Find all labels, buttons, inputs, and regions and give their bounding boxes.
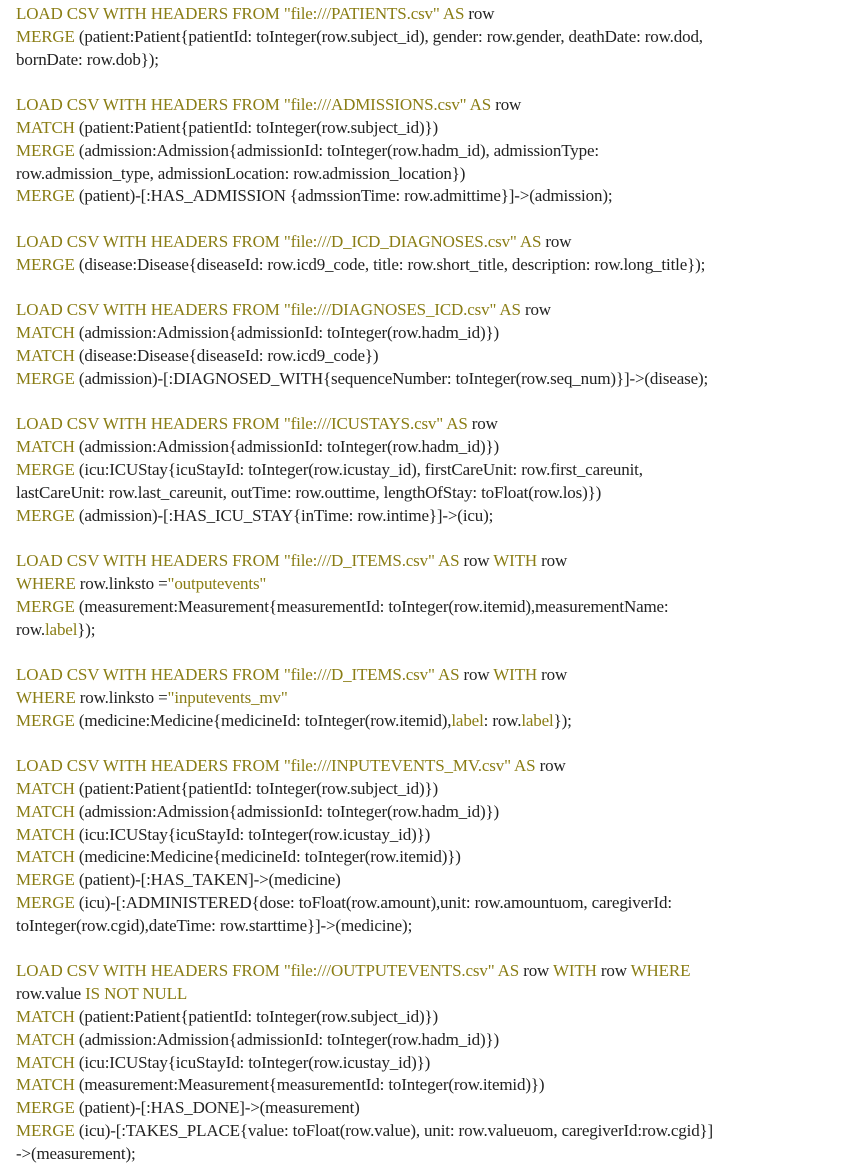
code-keyword: WITH — [552, 961, 601, 981]
code-text: (icu:ICUStay{icuStayId: toInteger(row.icustay_id)}) — [78, 824, 431, 844]
code-text: row — [463, 665, 494, 685]
code-keyword: LOAD CSV WITH HEADERS FROM — [16, 961, 284, 981]
code-keyword: AS — [443, 414, 472, 434]
code-text: }); — [553, 710, 572, 730]
code-keyword: MATCH — [16, 117, 79, 137]
blank-line — [16, 641, 852, 664]
code-line — [16, 846, 852, 869]
code-text: row. — [16, 619, 45, 639]
code-line — [16, 163, 852, 186]
code-line — [16, 140, 852, 163]
code-text: bornDate: row.dob}); — [16, 49, 159, 69]
code-keyword: LOAD CSV WITH HEADERS FROM — [16, 300, 284, 320]
code-keyword: MERGE — [16, 596, 79, 616]
blank-line — [16, 527, 852, 550]
code-text: row — [600, 961, 631, 981]
code-keyword: MERGE — [16, 893, 79, 913]
code-keyword: MATCH — [16, 847, 79, 867]
code-block — [16, 299, 852, 390]
code-keyword: MERGE — [16, 710, 79, 730]
code-text: toInteger(row.cgid),dateTime: row.starttime}]->(medicine); — [16, 915, 413, 935]
code-line — [16, 482, 852, 505]
code-keyword: "file:///D_ITEMS.csv" — [283, 665, 435, 685]
code-line — [16, 1052, 852, 1075]
code-block — [16, 231, 852, 277]
code-line — [16, 436, 852, 459]
cypher-code-listing — [16, 3, 852, 1166]
code-keyword: AS — [496, 300, 525, 320]
code-line — [16, 231, 852, 254]
code-line — [16, 3, 852, 26]
code-line — [16, 892, 852, 915]
code-text: row — [463, 551, 494, 571]
code-line — [16, 619, 852, 642]
code-block — [16, 664, 852, 732]
code-line — [16, 322, 852, 345]
code-text: row — [545, 231, 572, 251]
code-keyword: MATCH — [16, 345, 79, 365]
code-keyword: MERGE — [16, 254, 79, 274]
code-keyword: LOAD CSV WITH HEADERS FROM — [16, 95, 284, 115]
code-text: (admission:Admission{admissionId: toInteger(row.hadm_id)}) — [78, 323, 499, 343]
code-text: (patient)-[:HAS_ADMISSION {admssionTime: row.admittime}]->(admission); — [78, 186, 613, 206]
code-block — [16, 3, 852, 71]
code-line — [16, 664, 852, 687]
code-text: row.admission_type, admissionLocation: row.admission_location}) — [16, 163, 466, 183]
code-keyword: MATCH — [16, 801, 79, 821]
code-text: (patient:Patient{patientId: toInteger(row.subject_id)}) — [78, 1007, 438, 1027]
code-line — [16, 117, 852, 140]
code-keyword: "file:///PATIENTS.csv" — [283, 4, 440, 23]
code-line — [16, 960, 852, 983]
code-text: (admission)-[:DIAGNOSED_WITH{sequenceNumber: toInteger(row.seq_num)}]->(disease); — [78, 368, 709, 388]
code-line — [16, 505, 852, 528]
code-line — [16, 49, 852, 72]
code-keyword: MERGE — [16, 1098, 79, 1118]
code-keyword: MERGE — [16, 870, 79, 890]
code-line — [16, 299, 852, 322]
code-line — [16, 1006, 852, 1029]
code-keyword: WHERE — [16, 573, 80, 593]
code-keyword: "file:///ICUSTAYS.csv" — [283, 414, 444, 434]
code-keyword: "file:///INPUTEVENTS_MV.csv" — [283, 756, 511, 776]
code-line — [16, 368, 852, 391]
code-keyword: "outputevents" — [167, 573, 267, 593]
code-text: ->(measurement); — [16, 1143, 136, 1163]
code-keyword: WITH — [493, 665, 542, 685]
code-text: (medicine:Medicine{medicineId: toInteger(row.itemid)}) — [78, 847, 461, 867]
code-text: (icu:ICUStay{icuStayId: toInteger(row.icustay_id), firstCareUnit: row.first_careunit, — [78, 459, 643, 479]
code-text: }); — [77, 619, 96, 639]
code-line — [16, 755, 852, 778]
code-line — [16, 573, 852, 596]
code-text: (disease:Disease{diseaseId: row.icd9_code, title: row.short_title, description: row.long_title}); — [78, 254, 706, 274]
code-text: row.value — [16, 984, 86, 1004]
code-text: row — [539, 756, 566, 776]
code-keyword: AS — [434, 551, 464, 571]
code-text: row — [541, 551, 568, 571]
code-text: (medicine:Medicine{medicineId: toInteger(row.itemid), — [78, 710, 452, 730]
code-keyword: label — [521, 710, 554, 730]
code-text: lastCareUnit: row.last_careunit, outTime: row.outtime, lengthOfStay: toFloat(row.los)}) — [16, 482, 602, 502]
code-line — [16, 185, 852, 208]
code-keyword: LOAD CSV WITH HEADERS FROM — [16, 551, 284, 571]
blank-line — [16, 733, 852, 756]
code-text: (icu:ICUStay{icuStayId: toInteger(row.icustay_id)}) — [78, 1052, 431, 1072]
code-keyword: "file:///OUTPUTEVENTS.csv" — [283, 961, 495, 981]
code-line — [16, 710, 852, 733]
code-keyword: MERGE — [16, 505, 79, 525]
code-keyword: MERGE — [16, 26, 79, 46]
code-text: row.linksto = — [79, 687, 168, 707]
code-text: : row. — [483, 710, 522, 730]
code-keyword: "file:///ADMISSIONS.csv" — [283, 95, 467, 115]
code-line — [16, 254, 852, 277]
code-keyword: LOAD CSV WITH HEADERS FROM — [16, 414, 284, 434]
code-block — [16, 755, 852, 937]
code-block — [16, 94, 852, 208]
code-text: row.linksto = — [79, 573, 168, 593]
code-line — [16, 983, 852, 1006]
code-keyword: "inputevents_mv" — [167, 687, 288, 707]
code-keyword: MATCH — [16, 437, 79, 457]
code-text: row — [495, 95, 522, 115]
code-keyword: MATCH — [16, 1075, 79, 1095]
code-line — [16, 1143, 852, 1166]
code-keyword: "file:///D_ITEMS.csv" — [283, 551, 435, 571]
code-line — [16, 869, 852, 892]
code-keyword: "file:///D_ICD_DIAGNOSES.csv" — [283, 231, 517, 251]
code-keyword: MATCH — [16, 824, 79, 844]
code-line — [16, 1029, 852, 1052]
code-text: (admission:Admission{admissionId: toInteger(row.hadm_id)}) — [78, 1029, 499, 1049]
code-keyword: WHERE — [630, 961, 691, 981]
code-keyword: AS — [439, 4, 469, 23]
code-keyword: "file:///DIAGNOSES_ICD.csv" — [283, 300, 497, 320]
code-line — [16, 26, 852, 49]
blank-line — [16, 391, 852, 414]
code-keyword: IS NOT NULL — [85, 984, 188, 1004]
code-line — [16, 801, 852, 824]
code-text: row — [468, 4, 495, 23]
code-line — [16, 413, 852, 436]
code-text: (patient)-[:HAS_TAKEN]->(medicine) — [78, 870, 341, 890]
code-text: (admission:Admission{admissionId: toInteger(row.hadm_id)}) — [78, 801, 499, 821]
code-line — [16, 778, 852, 801]
code-keyword: label — [44, 619, 78, 639]
code-text: (measurement:Measurement{measurementId: toInteger(row.itemid)}) — [78, 1075, 545, 1095]
code-line — [16, 1074, 852, 1097]
code-text: row — [523, 961, 553, 981]
code-keyword: MERGE — [16, 368, 79, 388]
code-keyword: MATCH — [16, 1007, 79, 1027]
code-keyword: MATCH — [16, 1052, 79, 1072]
blank-line — [16, 208, 852, 231]
code-line — [16, 687, 852, 710]
code-keyword: WITH — [493, 551, 542, 571]
code-line — [16, 1097, 852, 1120]
code-keyword: MERGE — [16, 1121, 79, 1141]
code-line — [16, 824, 852, 847]
code-text: (patient:Patient{patientId: toInteger(row.subject_id)}) — [78, 779, 438, 799]
code-text: (icu)-[:ADMINISTERED{dose: toFloat(row.amount),unit: row.amountuom, caregiverId: — [78, 893, 672, 913]
code-line — [16, 94, 852, 117]
code-keyword: LOAD CSV WITH HEADERS FROM — [16, 756, 284, 776]
code-keyword: LOAD CSV WITH HEADERS FROM — [16, 231, 284, 251]
code-line — [16, 459, 852, 482]
code-keyword: MERGE — [16, 140, 79, 160]
code-keyword: AS — [434, 665, 464, 685]
code-text: row — [524, 300, 551, 320]
code-text: (patient:Patient{patientId: toInteger(row.subject_id)}) — [78, 117, 438, 137]
code-text: (disease:Disease{diseaseId: row.icd9_code}) — [78, 345, 379, 365]
code-keyword: MATCH — [16, 1029, 79, 1049]
code-keyword: AS — [516, 231, 546, 251]
code-keyword: AS — [510, 756, 540, 776]
code-text: (patient)-[:HAS_DONE]->(measurement) — [78, 1098, 360, 1118]
code-keyword: MERGE — [16, 186, 79, 206]
code-keyword: label — [451, 710, 484, 730]
code-text: (admission)-[:HAS_ICU_STAY{inTime: row.intime}]->(icu); — [78, 505, 494, 525]
code-line — [16, 1120, 852, 1143]
code-keyword: LOAD CSV WITH HEADERS FROM — [16, 665, 284, 685]
code-keyword: MATCH — [16, 323, 79, 343]
blank-line — [16, 938, 852, 961]
code-keyword: WHERE — [16, 687, 80, 707]
code-text: (admission:Admission{admissionId: toInteger(row.hadm_id)}) — [78, 437, 499, 457]
code-keyword: AS — [494, 961, 524, 981]
blank-line — [16, 71, 852, 94]
code-text: (measurement:Measurement{measurementId: toInteger(row.itemid),measurementName: — [78, 596, 669, 616]
code-text: (admission:Admission{admissionId: toInteger(row.hadm_id), admissionType: — [78, 140, 599, 160]
code-text: row — [541, 665, 568, 685]
code-keyword: LOAD CSV WITH HEADERS FROM — [16, 4, 284, 23]
code-line — [16, 550, 852, 573]
code-text: (icu)-[:TAKES_PLACE{value: toFloat(row.value), unit: row.valueuom, caregiverId:row.cgid}] — [78, 1121, 714, 1141]
code-keyword: MATCH — [16, 779, 79, 799]
code-line — [16, 915, 852, 938]
code-keyword: AS — [466, 95, 496, 115]
code-text: (patient:Patient{patientId: toInteger(row.subject_id), gender: row.gender, deathDate: row.dod, — [78, 26, 703, 46]
code-text: row — [471, 414, 498, 434]
code-block — [16, 960, 852, 1165]
blank-line — [16, 277, 852, 300]
code-block — [16, 413, 852, 527]
code-line — [16, 596, 852, 619]
code-keyword: MERGE — [16, 459, 79, 479]
code-block — [16, 550, 852, 641]
code-line — [16, 345, 852, 368]
